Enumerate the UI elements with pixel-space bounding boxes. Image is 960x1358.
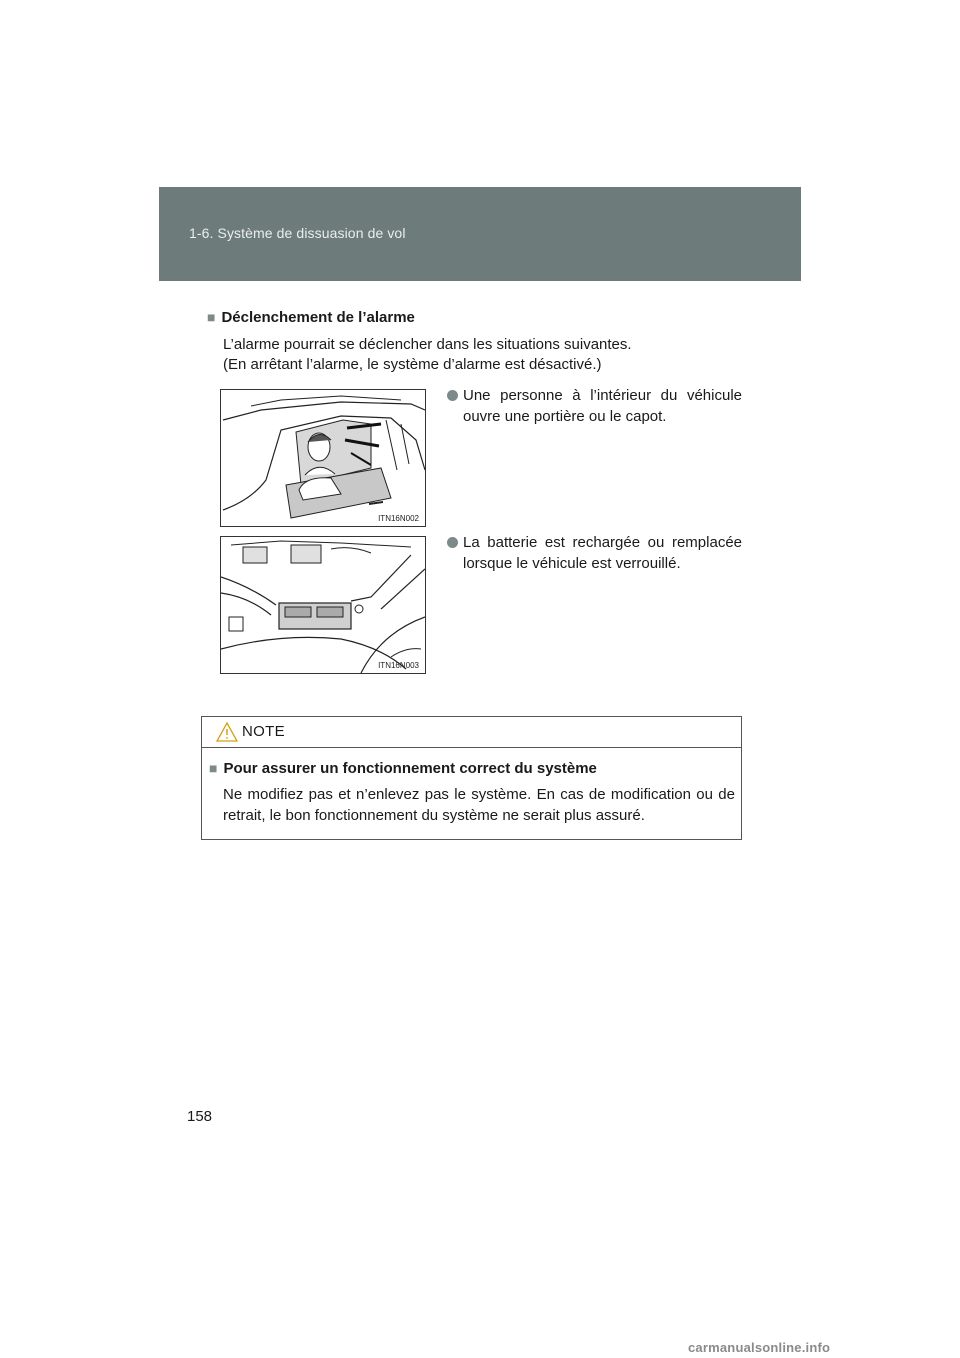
figure-code: ITN16N002 <box>378 514 419 523</box>
intro-line-1: L’alarme pourrait se déclencher dans les situations suivantes. <box>223 336 632 353</box>
bullet-item <box>447 385 742 427</box>
watermark: carmanualsonline.info <box>688 1340 831 1355</box>
round-bullet-icon <box>447 390 458 401</box>
square-bullet-icon: ■ <box>207 309 216 325</box>
intro-line-2: (En arrêtant l’alarme, le système d’alarme est désactivé.) <box>223 356 602 373</box>
chapter-title: 1-6. Système de dissuasion de vol <box>189 225 406 241</box>
note-label: NOTE <box>242 723 285 740</box>
note-text: Ne modifiez pas et n’enlevez pas le système. En cas de modification ou de retrait, le bon fonctionnement du système ne serait plus assuré. <box>223 786 735 824</box>
page-number: 158 <box>187 1108 213 1125</box>
note-header <box>202 717 741 748</box>
figure-battery <box>220 536 426 674</box>
battery-replacement-illustration <box>221 537 425 673</box>
note-heading <box>209 760 597 777</box>
section-heading-text: Déclenchement de l’alarme <box>221 309 415 326</box>
note-heading-text: Pour assurer un fonctionnement correct du système <box>223 760 597 777</box>
car-door-alarm-illustration <box>221 390 425 526</box>
chapter-header-band <box>159 187 801 281</box>
figure-car-door <box>220 389 426 527</box>
section-heading <box>207 309 415 326</box>
note-box <box>201 716 742 840</box>
round-bullet-icon <box>447 537 458 548</box>
bullet-text: La batterie est rechargée ou remplacée lorsque le véhicule est verrouillé. <box>463 534 742 572</box>
intro-paragraph <box>223 335 743 375</box>
figure-code: ITN16N003 <box>378 661 419 670</box>
bullet-item <box>447 532 742 574</box>
warning-triangle-icon <box>216 722 238 742</box>
bullet-text: Une personne à l’intérieur du véhicule ouvre une portière ou le capot. <box>463 387 742 425</box>
square-bullet-icon: ■ <box>209 760 218 776</box>
